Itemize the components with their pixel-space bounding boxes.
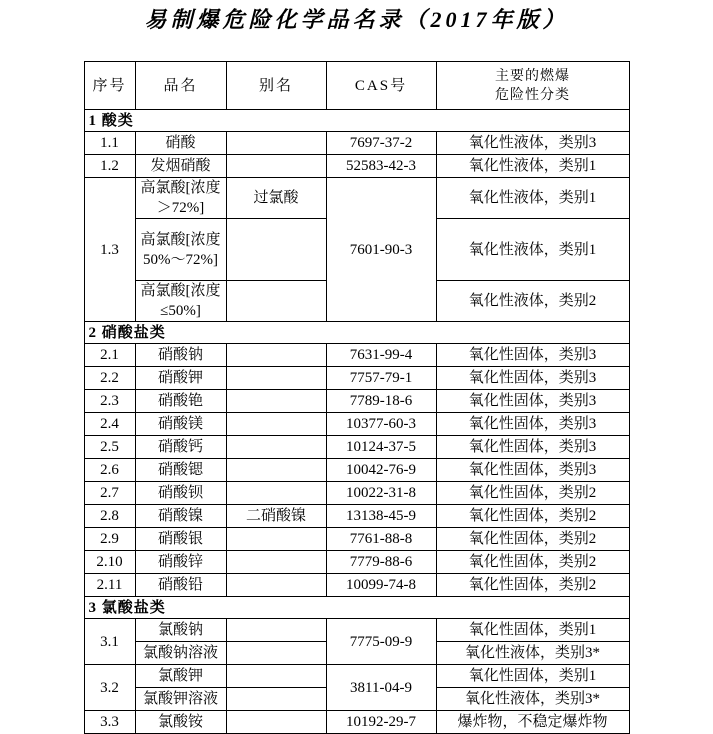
cell-hazard: 氧化性固体，类别2 <box>436 482 629 505</box>
cell-alias <box>226 665 326 688</box>
cell-hazard: 氧化性固体，类别3 <box>436 459 629 482</box>
cell-cas: 7779-88-6 <box>326 551 436 574</box>
section-label: 2 硝酸盐类 <box>84 322 629 344</box>
table-row <box>84 178 629 219</box>
cell-cas: 10099-74-8 <box>326 574 436 597</box>
cell-cas: 7697-37-2 <box>326 132 436 155</box>
cell-hazard: 氧化性液体，类别3* <box>436 688 629 711</box>
cell-name: 氯酸钾 <box>135 665 226 688</box>
cell-alias <box>226 367 326 390</box>
cell-name: 硝酸铯 <box>135 390 226 413</box>
cell-alias: 过氯酸 <box>226 178 326 219</box>
cell-hazard: 氧化性固体，类别3 <box>436 344 629 367</box>
cell-no: 2.7 <box>84 482 135 505</box>
table-row <box>84 528 629 551</box>
cell-no: 2.11 <box>84 574 135 597</box>
cell-no: 3.2 <box>84 665 135 711</box>
cell-name: 高氯酸[浓度50%～72%] <box>135 219 226 281</box>
cell-hazard: 氧化性固体，类别2 <box>436 574 629 597</box>
cell-alias <box>226 281 326 322</box>
cell-alias <box>226 132 326 155</box>
table-row <box>84 505 629 528</box>
cell-hazard: 氧化性液体，类别1 <box>436 219 629 281</box>
cell-name: 氯酸钠溶液 <box>135 642 226 665</box>
cell-name: 硝酸镍 <box>135 505 226 528</box>
table-row <box>84 155 629 178</box>
cell-cas: 7757-79-1 <box>326 367 436 390</box>
cell-alias <box>226 528 326 551</box>
cell-alias <box>226 688 326 711</box>
cell-hazard: 氧化性固体，类别2 <box>436 551 629 574</box>
table-row <box>84 436 629 459</box>
cell-alias <box>226 482 326 505</box>
cell-hazard: 氧化性固体，类别1 <box>436 665 629 688</box>
table-row <box>84 619 629 642</box>
cell-cas: 52583-42-3 <box>326 155 436 178</box>
table-header-row <box>84 62 629 110</box>
cell-no: 2.10 <box>84 551 135 574</box>
cell-name: 硝酸钙 <box>135 436 226 459</box>
cell-name: 氯酸钠 <box>135 619 226 642</box>
cell-name: 硝酸锶 <box>135 459 226 482</box>
header-hazard-line2: 危险性分类 <box>495 87 570 103</box>
cell-alias <box>226 155 326 178</box>
cell-alias <box>226 619 326 642</box>
table-row <box>84 551 629 574</box>
cell-cas: 10022-31-8 <box>326 482 436 505</box>
cell-alias <box>226 574 326 597</box>
cell-name: 硝酸镁 <box>135 413 226 436</box>
page-title: 易制爆危险化学品名录（2017年版） <box>144 7 569 32</box>
cell-no: 2.4 <box>84 413 135 436</box>
cell-alias <box>226 459 326 482</box>
header-index: 序号 <box>84 62 135 110</box>
cell-name: 发烟硝酸 <box>135 155 226 178</box>
cell-name: 氯酸铵 <box>135 711 226 734</box>
cell-cas: 7761-88-8 <box>326 528 436 551</box>
table-row <box>84 132 629 155</box>
cell-hazard: 氧化性液体，类别1 <box>436 178 629 219</box>
cell-name: 硝酸钠 <box>135 344 226 367</box>
section-row-acids <box>84 110 629 132</box>
cell-no: 3.3 <box>84 711 135 734</box>
table-row <box>84 344 629 367</box>
cell-alias <box>226 219 326 281</box>
cell-alias <box>226 711 326 734</box>
cell-hazard: 氧化性液体，类别2 <box>436 281 629 322</box>
section-label: 3 氯酸盐类 <box>84 597 629 619</box>
cell-no: 2.5 <box>84 436 135 459</box>
cell-hazard: 氧化性固体，类别3 <box>436 390 629 413</box>
cell-name: 高氯酸[浓度≤50%] <box>135 281 226 322</box>
header-hazard-line1: 主要的燃爆 <box>495 68 570 84</box>
cell-no: 2.6 <box>84 459 135 482</box>
header-name: 品名 <box>135 62 226 110</box>
cell-name: 硝酸铅 <box>135 574 226 597</box>
table-row <box>84 367 629 390</box>
cell-hazard: 氧化性固体，类别2 <box>436 505 629 528</box>
cell-name: 氯酸钾溶液 <box>135 688 226 711</box>
cell-cas: 7601-90-3 <box>326 178 436 322</box>
cell-alias <box>226 390 326 413</box>
cell-name: 高氯酸[浓度＞72%] <box>135 178 226 219</box>
header-hazard <box>436 62 629 110</box>
cell-no: 1.3 <box>84 178 135 322</box>
cell-alias <box>226 413 326 436</box>
section-row-chlorates <box>84 597 629 619</box>
cell-hazard: 氧化性固体，类别3 <box>436 367 629 390</box>
cell-alias <box>226 551 326 574</box>
cell-hazard: 氧化性液体，类别3* <box>436 642 629 665</box>
cell-cas: 7631-99-4 <box>326 344 436 367</box>
cell-cas: 7789-18-6 <box>326 390 436 413</box>
table-row <box>84 665 629 688</box>
cell-hazard: 氧化性固体，类别2 <box>436 528 629 551</box>
cell-name: 硝酸银 <box>135 528 226 551</box>
cell-name: 硝酸锌 <box>135 551 226 574</box>
cell-hazard: 氧化性固体，类别3 <box>436 436 629 459</box>
cell-alias <box>226 436 326 459</box>
chemicals-table <box>84 61 630 734</box>
cell-cas: 3811-04-9 <box>326 665 436 711</box>
cell-no: 1.2 <box>84 155 135 178</box>
cell-no: 2.8 <box>84 505 135 528</box>
cell-cas: 10377-60-3 <box>326 413 436 436</box>
cell-hazard: 爆炸物，不稳定爆炸物 <box>436 711 629 734</box>
cell-name: 硝酸钾 <box>135 367 226 390</box>
header-alias: 别名 <box>226 62 326 110</box>
cell-no: 2.1 <box>84 344 135 367</box>
cell-name: 硝酸 <box>135 132 226 155</box>
cell-no: 2.2 <box>84 367 135 390</box>
cell-cas: 13138-45-9 <box>326 505 436 528</box>
section-label: 1 酸类 <box>84 110 629 132</box>
cell-alias <box>226 344 326 367</box>
table-row <box>84 413 629 436</box>
cell-no: 1.1 <box>84 132 135 155</box>
cell-hazard: 氧化性液体，类别3 <box>436 132 629 155</box>
cell-hazard: 氧化性固体，类别3 <box>436 413 629 436</box>
cell-cas: 10192-29-7 <box>326 711 436 734</box>
cell-cas: 7775-09-9 <box>326 619 436 665</box>
cell-alias: 二硝酸镍 <box>226 505 326 528</box>
table-row <box>84 574 629 597</box>
cell-hazard: 氧化性固体，类别1 <box>436 619 629 642</box>
table-row <box>84 459 629 482</box>
cell-alias <box>226 642 326 665</box>
table-row <box>84 482 629 505</box>
cell-name: 硝酸钡 <box>135 482 226 505</box>
cell-cas: 10042-76-9 <box>326 459 436 482</box>
cell-hazard: 氧化性液体，类别1 <box>436 155 629 178</box>
section-row-nitrates <box>84 322 629 344</box>
table-row <box>84 390 629 413</box>
header-cas: CAS号 <box>326 62 436 110</box>
cell-no: 2.9 <box>84 528 135 551</box>
cell-no: 3.1 <box>84 619 135 665</box>
table-row <box>84 711 629 734</box>
cell-no: 2.3 <box>84 390 135 413</box>
cell-cas: 10124-37-5 <box>326 436 436 459</box>
